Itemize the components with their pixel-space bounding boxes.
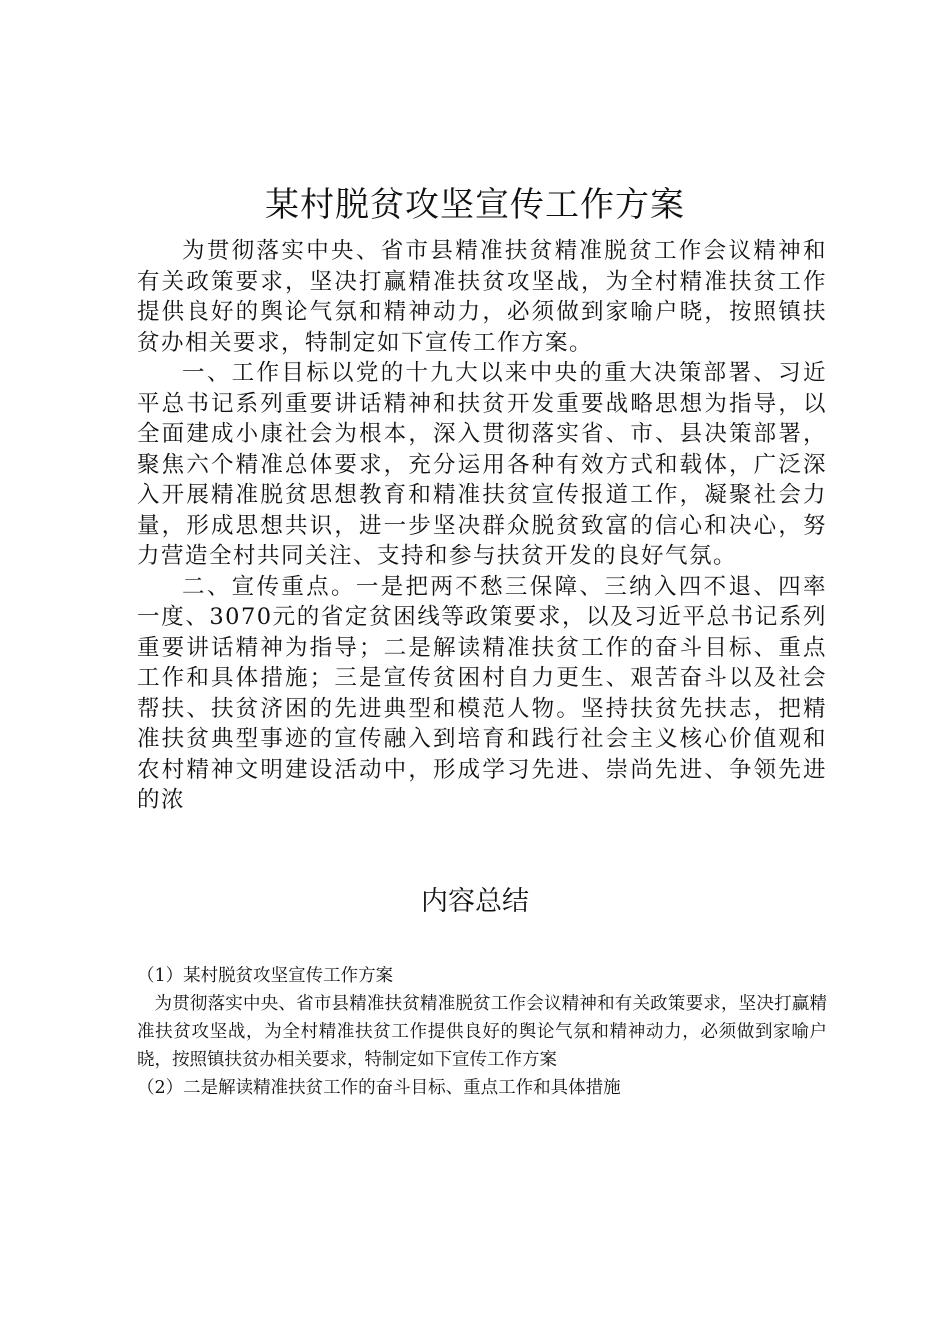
summary-section: [137, 962, 827, 1102]
summary-item-2-heading: （2）二是解读精准扶贫工作的奋斗目标、重点工作和具体措施: [137, 1078, 621, 1098]
summary-item-1-body: 为贯彻落实中央、省市县精准扶贫精准脱贫工作会议精神和有关政策要求，坚决打赢精准扶贫攻坚战，为全村精准扶贫工作提供良好的舆论气氛和精神动力，必须做到家喻户晓，按照镇扶贫办相关要求，特制定如下宣传工作方案: [137, 994, 827, 1070]
publicity-focus-paragraph: 二、宣传重点。一是把两不愁三保障、三纳入四不退、四率一度、3070元的省定贫困线等政策要求，以及习近平总书记系列重要讲话精神为指导；二是解读精准扶贫工作的奋斗目标、重点工作和具体措施；三是宣传贫困村自力更生、艰苦奋斗以及社会帮扶、扶贫济困的先进典型和模范人物。坚持扶贫先扶志，把精准扶贫典型事迹的宣传融入到培育和践行社会主义核心价值观和农村精神文明建设活动中，形成学习先进、崇尚先进、争领先进的浓: [137, 573, 827, 813]
summary-title: 内容总结: [421, 886, 529, 917]
work-goal-paragraph: 一、工作目标以党的十九大以来中央的重大决策部署、习近平总书记系列重要讲话精神和扶贫开发重要战略思想为指导，以全面建成小康社会为根本，深入贯彻落实省、市、县决策部署，聚焦六个精准总体要求，充分运用各种有效方式和载体，广泛深入开展精准脱贫思想教育和精准扶贫宣传报道工作，凝聚社会力量，形成思想共识，进一步坚决群众脱贫致富的信心和决心，努力营造全村共同关注、支持和参与扶贫开发的良好气氛。: [137, 360, 827, 569]
intro-paragraph: 为贯彻落实中央、省市县精准扶贫精准脱贫工作会议精神和有关政策要求，坚决打赢精准扶贫攻坚战，为全村精准扶贫工作提供良好的舆论气氛和精神动力，必须做到家喻户晓，按照镇扶贫办相关要求，特制定如下宣传工作方案。: [137, 238, 827, 356]
summary-item-1-heading: （1）某村脱贫攻坚宣传工作方案: [137, 966, 394, 986]
document-body: [137, 236, 827, 816]
document-title: 某村脱贫攻坚宣传工作方案: [265, 185, 685, 225]
